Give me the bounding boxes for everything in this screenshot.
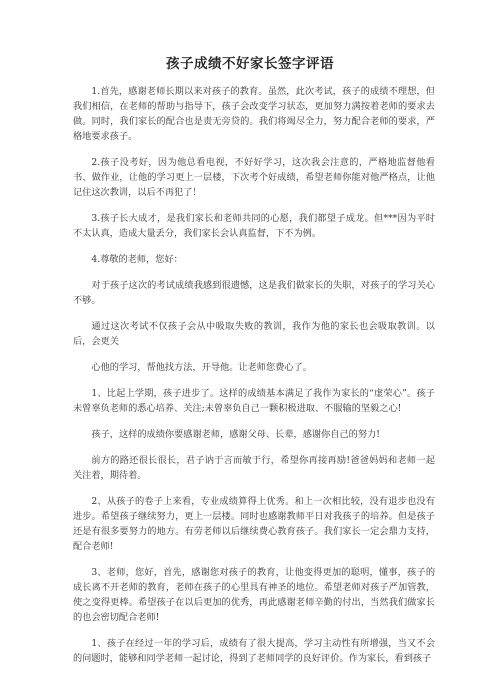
paragraph-2: 2.孩子没考好，因为他总看电视，不好好学习，这次我会注意的，严格地监督他看书、做作业，让他的学习更上一层楼，下次考个好成绩，希望老师你能对他严格点，让他记住这次教训，以后不再犯了！	[73, 157, 435, 198]
paragraph-3: 3.孩子长大成才，是我们家长和老师共同的心愿，我们都望子成龙。但***因为平时不太认真，造成大量丢分，我们家长会认真监督，下不为例。	[73, 213, 435, 239]
paragraph-1: 1.首先，感谢老师长期以来对孩子的教育。虽然，此次考试，孩子的成绩不理想，但我们相信，在老师的帮助与指导下，孩子会改变学习状态，更加努力满按着老师的要求去做。同时，我们家长的配合也是责无旁贷的。我们将竭尽全力，努力配合老师的要求，严格地要求孩子。	[73, 86, 435, 142]
paragraph-12: 3、老师，您好，首先，感谢您对孩子的教育，让他变得更加的聪明，懂事，孩子的成长离不开老师的教育，老师在孩子的心里具有神圣的地位。希望老师对孩子严加管教，使之变得更棒。希望孩子在以后更加的优秀，再此感谢老师辛勤的付出，当然我们做家长的也会密切配合老师!	[73, 567, 435, 623]
paragraph-13: 1、孩子在经过一年的学习后，成绩有了很大提高，学习主动性有所增强，当又不会的问题时，能够和同学老师一起讨论，得到了老师同学的良好评价。作为家长，看到孩子	[73, 638, 435, 664]
document-title: 孩子成绩不好家长签字评语	[166, 56, 334, 72]
paragraph-10: 前方的路还很长很长，君子讷于言而敏于行，希望你再接再励!爸爸妈妈和老师一起关注着，期待着。	[73, 455, 435, 481]
paragraph-9: 孩子，这样的成绩你要感谢老师，感谢父母、长辈，感谢你自己的努力!	[91, 429, 380, 440]
paragraph-5: 对于孩子这次的考试成绩我感到很遗憾，这是我们做家长的失职，对孩子的学习关心不够。	[73, 280, 435, 306]
paragraph-6: 通过这次考试不仅孩子会从中吸取失败的教训，我作为他的家长也会吸取教训。以后，会更关	[73, 321, 435, 347]
paragraph-4-salutation: 4.尊敬的老师，您好：	[91, 254, 183, 265]
paragraph-7: 心他的学习，帮他找方法，开导他。让老师您费心了。	[91, 362, 312, 373]
document-body	[73, 84, 435, 677]
paragraph-8: 1、比起上学期，孩子进步了。这样的成绩基本满足了我作为家长的“虚荣心”。孩子未曾辜负老师的悉心培养、关注;未曾辜负自己一颗积极进取、不服输的坚毅之心!	[73, 388, 435, 414]
paragraph-11: 2、从孩子的卷子上来看，专业成绩算得上优秀。和上一次相比较，没有退步也没有进步。希望孩子继续努力，更上一层楼。同时也感谢教师平日对我孩子的培养。但是孩子还是有很多要努力的地方。有劳老师以后继续费心教育孩子。我们家长一定会鼎力支持，配合老师!	[73, 496, 435, 552]
